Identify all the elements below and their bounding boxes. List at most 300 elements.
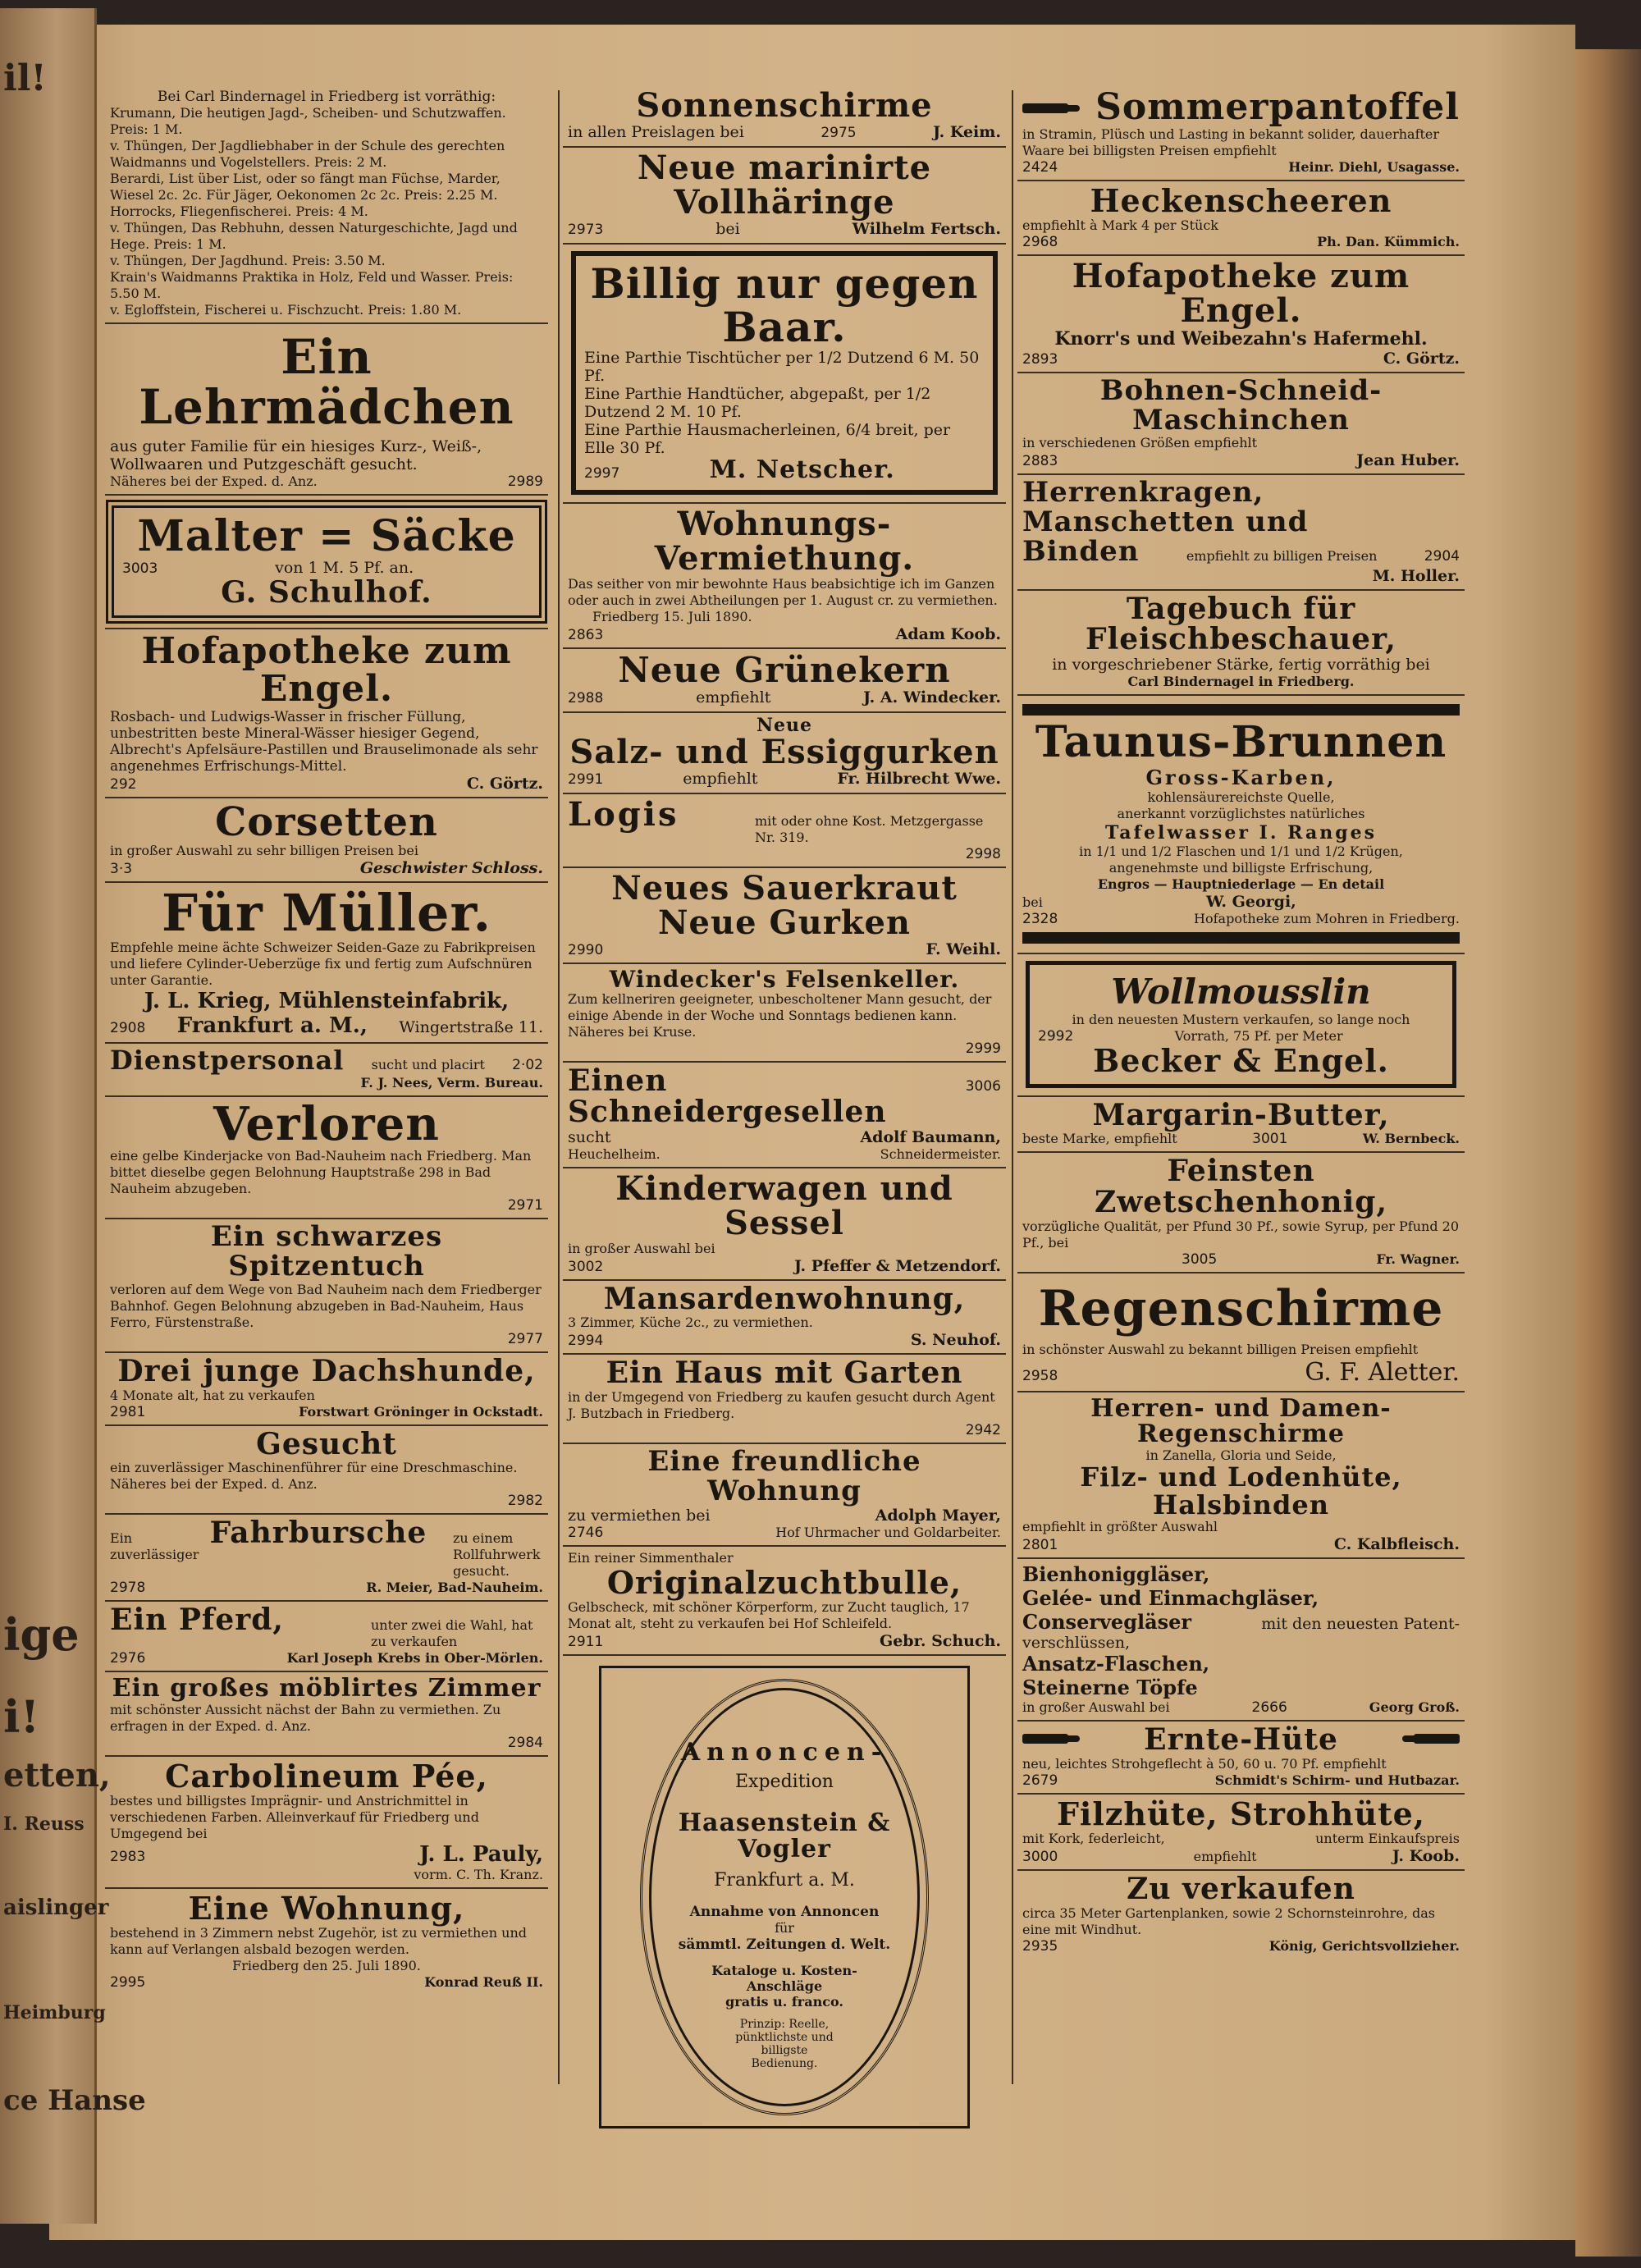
- ad-bulle: [563, 1547, 1006, 1656]
- ad-text: bestehend in 3 Zimmern nebst Zugehör, ist zu vermiethen und kann auf Verlangen alsbald bezogen werden.: [110, 1924, 527, 1957]
- ad-number: 2978: [110, 1580, 146, 1597]
- ad-firm: Geschwister Schloss.: [359, 858, 543, 877]
- ad-title: Sommerpantoffel: [1095, 86, 1460, 128]
- ad-text: Eine Parthie Tischtücher per 1/2 Dutzend 6 M. 50 Pf.: [584, 349, 980, 385]
- ad-title: Logis: [568, 794, 679, 834]
- ad-title: Ernte-Hüte: [1144, 1722, 1338, 1758]
- ad-number: 2958: [1022, 1367, 1058, 1384]
- ad-firm: Carl Bindernagel in Friedberg.: [1127, 674, 1355, 690]
- ad-number: 2893: [1022, 351, 1058, 368]
- ad-kinderwagen: [563, 1168, 1006, 1281]
- ad-damenschirme: [1017, 1392, 1465, 1559]
- ad-firm: Adam Koob.: [895, 624, 1001, 643]
- ad-text: von 1 M. 5 Pf. an.: [275, 559, 414, 578]
- ad-firm: W. Bernbeck.: [1362, 1131, 1460, 1147]
- ad-title: Windecker's Felsenkeller.: [609, 965, 960, 993]
- ad-title: Carbolineum Pée,: [165, 1757, 488, 1795]
- ad-number: 2908: [110, 1020, 146, 1037]
- ad-verloren: [105, 1097, 548, 1220]
- haasenstein-oval: [649, 1688, 920, 2106]
- ad-title: Fahrbursche: [209, 1516, 427, 1551]
- ad-bohnen: [1017, 373, 1465, 475]
- ad-number: 2995: [110, 1973, 146, 1991]
- ad-title: Kinderwagen und Sessel: [615, 1168, 953, 1242]
- ad-firm: F. J. Nees, Verm. Bureau.: [360, 1074, 543, 1091]
- ad-firm: S. Neuhof.: [910, 1331, 1001, 1350]
- ad-hofapotheke: [105, 629, 548, 798]
- fragment-text: Heimburg: [3, 2002, 106, 2023]
- ad-malter: [105, 496, 548, 629]
- fragment-text: etten,: [3, 1756, 111, 1795]
- ad-felsenkeller: [563, 964, 1006, 1063]
- ad-number: 2911: [568, 1633, 604, 1650]
- ad-text: vorzügliche Qualität, per Pfund 30 Pf., sowie Syrup, per Pfund 20 Pf., bei: [1022, 1218, 1460, 1251]
- ad-number: 2989: [507, 473, 543, 490]
- ad-sonnenschirme: [563, 86, 1006, 148]
- ad-title: Ein schwarzes Spitzentuch: [210, 1220, 443, 1283]
- ad-number: 2994: [568, 1333, 604, 1350]
- ad-text: in schönster Auswahl zu bekannt billigen Preisen empfiehlt: [1022, 1341, 1419, 1357]
- ad-text: v. Thüngen, Der Jagdliebhaber in der Schule des gerechten Waidmanns und Vogelstellers. Preis: 2 M.: [110, 138, 505, 170]
- ad-text: sucht und placirt: [371, 1057, 485, 1073]
- ad-hofapotheke2: [1017, 256, 1465, 373]
- ad-mansarde: [563, 1281, 1006, 1356]
- ad-text: verloren auf dem Wege von Bad Nauheim nach dem Friedberger Bahnhof. Gegen Belohnung abzugeben in Bad-Nauheim, Haus Ferro, Fürstenstraße.: [110, 1281, 542, 1330]
- ad-text: in der Umgegend von Friedberg zu kaufen gesucht durch Agent J. Butzbach in Friedberg.: [568, 1389, 995, 1422]
- ad-text: Das seither von mir bewohnte Haus beabsichtige ich im Ganzen oder auch in zwei Abtheilungen per 1. August cr. zu vermiethen.: [568, 575, 998, 608]
- ad-text: Friedberg 15. Juli 1890.: [592, 608, 752, 624]
- ad-number: 2973: [568, 222, 604, 238]
- ad-title: Mansardenwohnung,: [603, 1281, 966, 1316]
- ad-books: [105, 89, 548, 324]
- ad-firm: Wilhelm Fertsch.: [852, 220, 1001, 238]
- ad-tagebuch: [1017, 591, 1465, 697]
- ad-title: Regenschirme: [1038, 1279, 1444, 1337]
- ad-carbolineum: [105, 1757, 548, 1889]
- fragment-text: il!: [3, 57, 47, 99]
- ad-title: Filzhüte, Strohhüte,: [1056, 1795, 1426, 1832]
- ad-text: beste Marke, empfiehlt: [1022, 1131, 1177, 1147]
- ad-number: 3002: [568, 1258, 604, 1275]
- ad-text: Krain's Waidmanns Praktika in Holz, Feld und Wasser. Preis: 5.50 M.: [110, 269, 514, 301]
- ad-number: 3003: [122, 560, 158, 578]
- ad-text: bei: [1022, 894, 1043, 910]
- ad-regenschirme: [1017, 1273, 1465, 1392]
- ad-text: bei: [715, 220, 740, 238]
- ad-corsetten: [105, 798, 548, 883]
- ad-text: empfiehlt zu billigen Preisen: [1186, 547, 1378, 564]
- ad-text: Bei Carl Bindernagel in Friedberg ist vorräthig:: [157, 89, 496, 105]
- ad-number: 2942: [965, 1422, 1001, 1439]
- ad-title: Neue marinirte Vollhäringe: [637, 149, 932, 222]
- ad-verkaufen: [1017, 1871, 1465, 1959]
- ad-title: Wohnungs-Vermiethung.: [654, 504, 915, 578]
- ad-firm: C. Görtz.: [466, 774, 543, 793]
- ad-firm: J. Keim.: [933, 123, 1001, 141]
- ad-firm: M. Netscher.: [709, 455, 895, 484]
- ad-title: Dienstpersonal: [110, 1045, 345, 1077]
- ad-title: Eine freundliche Wohnung: [647, 1445, 921, 1507]
- ad-number: 3001: [1252, 1131, 1288, 1148]
- ad-text: Frankfurt a. M.: [714, 1870, 855, 1891]
- ad-number: 3006: [965, 1078, 1001, 1095]
- ad-number: 2990: [568, 941, 604, 958]
- column-1: [105, 89, 548, 2091]
- ad-number: 2981: [110, 1403, 146, 1420]
- ad-mueller: [105, 883, 548, 1044]
- ad-title: Für Müller.: [161, 882, 492, 943]
- ad-text: ein zuverlässiger Maschinenführer für eine Dreschmaschine. Näheres bei der Exped. d. Anz.: [110, 1460, 518, 1493]
- ad-number: 2904: [1424, 547, 1460, 565]
- ad-text: Eine Parthie Handtücher, abgepaßt, per 1/2 Dutzend 2 M. 10 Pf.: [584, 385, 931, 421]
- ad-title: Billig nur gegen Baar.: [590, 259, 979, 351]
- ad-title: Tagebuch für Fleischbeschauer,: [1086, 591, 1396, 657]
- pointing-hand-icon: [1022, 98, 1080, 119]
- ad-text: Knorr's und Weibezahn's Hafermehl.: [1054, 328, 1428, 350]
- ad-title: Herrenkragen, Manschetten und: [1022, 476, 1309, 539]
- ad-text: sämmtl. Zeitungen d. Welt.: [678, 1936, 891, 1954]
- ad-text: billigste: [761, 2044, 808, 2058]
- ad-text: Hof Uhrmacher und Goldarbeiter.: [775, 1524, 1001, 1540]
- ad-filzhuete: [1017, 1795, 1465, 1871]
- ad-title: Binden: [1022, 534, 1140, 568]
- ad-number: 3·3: [110, 860, 133, 877]
- ad-text: Tafelwasser I. Ranges: [1105, 821, 1377, 844]
- ad-text: Gelée- und Einmachgläser,: [1022, 1586, 1319, 1611]
- ad-title: Ein Lehrmädchen: [139, 329, 514, 435]
- ad-essiggurken: [563, 713, 1006, 794]
- ad-text: Bedienung.: [751, 2057, 818, 2071]
- ad-firm: F. Weihl.: [926, 940, 1001, 958]
- ad-text: Eine Parthie Hausmacherleinen, 6/4 breit, per Elle 30 Pf.: [584, 421, 951, 457]
- ad-number: 2935: [1022, 1937, 1058, 1955]
- ad-title: Ein Pferd,: [110, 1603, 284, 1638]
- ad-heckenscheeren: [1017, 181, 1465, 256]
- ad-firm: G. F. Aletter.: [1305, 1357, 1460, 1387]
- ad-text: für: [775, 1920, 794, 1936]
- ad-text: Rosbach- und Ludwigs-Wasser in frischer Füllung, unbestritten beste Mineral-Wässer hiesiger Gegend, Albrecht's Apfelsäure-Pastillen und Brauselimonade als sehr angenehmes Erfrischungs-Mittel.: [110, 708, 538, 775]
- ad-number: 2971: [507, 1197, 543, 1214]
- ad-title: Neues Sauerkraut: [611, 868, 958, 908]
- ad-text: Vorrath, 75 Pf. per Meter: [1174, 1027, 1343, 1044]
- ad-herrenkragen: [1017, 475, 1465, 590]
- ad-freundliche: [563, 1444, 1006, 1546]
- ad-firm: J. Koob.: [1392, 1846, 1460, 1865]
- ad-firm: M. Holler.: [1372, 566, 1460, 585]
- ad-firm: Georg Groß.: [1369, 1699, 1460, 1716]
- ad-firm: J. L. Pauly,: [419, 1841, 543, 1867]
- ad-taunus: [1017, 696, 1465, 954]
- ad-text: gratis u. franco.: [725, 1994, 843, 2010]
- ad-title: Gesucht: [256, 1426, 397, 1461]
- ad-firm: C. Kalbfleisch.: [1333, 1535, 1460, 1554]
- ad-title: Bohnen-Schneid-Maschinchen: [1099, 374, 1383, 437]
- ad-number: 2801: [1022, 1537, 1058, 1554]
- ad-title: Hofapotheke zum Engel.: [1072, 257, 1410, 331]
- ad-firm: Becker & Engel.: [1093, 1041, 1389, 1079]
- fragment-text: ige: [3, 1608, 80, 1661]
- ad-text: circa 35 Meter Gartenplanken, sowie 2 Schornsteinrohre, das eine mit Windhut.: [1022, 1904, 1435, 1937]
- ad-number: 2424: [1022, 159, 1058, 176]
- rule-bar: [1022, 932, 1460, 944]
- pointing-hand-icon: [1402, 1728, 1460, 1749]
- fragment-text: ce Hanse: [3, 2084, 146, 2117]
- ad-title: Drei junge Dachshunde,: [117, 1353, 536, 1388]
- ad-text: Bienhoniggläser,: [1022, 1562, 1210, 1587]
- ad-number: 2883: [1022, 453, 1058, 470]
- ad-number: 3005: [1182, 1251, 1218, 1268]
- ad-firm: Frankfurt a. M.,: [176, 1013, 368, 1039]
- ad-wollmousslin: [1017, 954, 1465, 1097]
- ad-title: Hofapotheke zum Engel.: [141, 630, 512, 711]
- ad-text: empfiehlt: [683, 769, 758, 788]
- ad-glaeser: [1017, 1559, 1465, 1722]
- ad-title: Malter = Säcke: [137, 510, 516, 561]
- ad-text: verschlüssen,: [1022, 1634, 1131, 1653]
- ad-title: Neue Gurken: [657, 903, 912, 942]
- ad-firm: Forstwart Gröninger in Ockstadt.: [299, 1403, 543, 1420]
- ad-number: 2992: [1038, 1027, 1074, 1045]
- ad-sauerkraut: [563, 868, 1006, 964]
- ad-title: Haasenstein & Vogler: [678, 1808, 891, 1863]
- ad-haus: [563, 1355, 1006, 1444]
- ad-title: Margarin-Butter,: [1092, 1097, 1390, 1132]
- ad-text: v. Thüngen, Das Rebhuhn, dessen Naturgeschichte, Jagd und Hege. Preis: 1 M.: [110, 220, 518, 252]
- fragment-text: i!: [3, 1690, 40, 1743]
- ad-pantoffel: [1017, 86, 1465, 181]
- ad-firm: Adolph Mayer,: [875, 1506, 1001, 1525]
- column-rule: [558, 90, 560, 2084]
- ad-firm: Gebr. Schuch.: [879, 1631, 1001, 1650]
- ad-firm: König, Gerichtsvollzieher.: [1268, 1937, 1460, 1954]
- ad-text: Neue: [756, 714, 813, 736]
- ad-gruenkern: [563, 649, 1006, 713]
- fragment-text: I. Reuss: [3, 1813, 85, 1835]
- ad-title: Eine Wohnung,: [188, 1889, 465, 1927]
- ad-fahrbursche: [105, 1515, 548, 1602]
- ad-text: Friedberg den 25. Juli 1890.: [232, 1957, 421, 1973]
- ad-text: mit schönster Aussicht nächst der Bahn zu vermiethen. Zu erfragen in der Exped. d. Anz.: [110, 1701, 501, 1734]
- ad-text: empfiehlt: [1193, 1848, 1257, 1864]
- ad-text: in Zanella, Gloria und Seide,: [1145, 1447, 1337, 1463]
- ad-text: empfiehlt in größter Auswahl: [1022, 1519, 1218, 1535]
- ad-text: Näheres bei der Exped. d. Anz.: [110, 473, 318, 489]
- ad-text: Ansatz-Flaschen,: [1022, 1652, 1210, 1676]
- ad-text: eine gelbe Kinderjacke von Bad-Nauheim nach Friedberg. Man bittet dieselbe gegen Belohnung Hauptstraße 298 in Bad Nauheim abzugeben.: [110, 1148, 532, 1197]
- column-2: [563, 86, 1006, 2091]
- ad-text: in 1/1 und 1/2 Flaschen und 1/1 und 1/2 Krügen,: [1079, 843, 1403, 859]
- ad-text: in großer Auswahl bei: [1022, 1699, 1170, 1716]
- rule-bar: [1022, 704, 1460, 716]
- ad-haeringe: [563, 148, 1006, 245]
- column-rule: [1012, 90, 1013, 2084]
- ad-gesucht: [105, 1426, 548, 1516]
- ad-lehrmaedchen: [105, 324, 548, 496]
- ad-title: Zu verkaufen: [1127, 1871, 1355, 1906]
- ad-firm: Fr. Wagner.: [1376, 1251, 1460, 1267]
- ad-number: 2679: [1022, 1772, 1058, 1789]
- column-3: [1017, 86, 1465, 2091]
- ad-text: Conservegläser: [1022, 1610, 1192, 1635]
- ad-wohnung: [105, 1889, 548, 1995]
- ad-number: 2991: [568, 770, 604, 788]
- ad-title: Ein Haus mit Garten: [606, 1356, 963, 1391]
- ad-number: 2999: [965, 1040, 1001, 1058]
- ad-dienstpersonal: [105, 1044, 548, 1097]
- ad-firm: Schmidt's Schirm- und Hutbazar.: [1214, 1772, 1460, 1788]
- ad-text: kohlensäurereichste Quelle,: [1147, 789, 1335, 805]
- ad-text: Ein zuverlässiger: [110, 1530, 199, 1563]
- ad-text: in vorgeschriebener Stärke, fertig vorräthig bei: [1052, 656, 1430, 674]
- ad-text: Anschläge: [746, 1978, 823, 1995]
- ad-text: Berardi, List über List, oder so fängt man Füchse, Marder, Wiesel 2c. 2c. Für Jäger, Oekonomen 2c 2c. Preis: 2.25 M.: [110, 171, 501, 203]
- ad-number: 2976: [110, 1650, 146, 1667]
- ad-number: 2328: [1022, 910, 1058, 927]
- ad-text: Gelbscheck, mit schöner Körperform, zur Zucht tauglich, 17 Monat alt, steht zu verkaufen bei Hof Schleifeld.: [568, 1598, 970, 1631]
- ad-title: Herren- und Damen-Regenschirme: [1090, 1393, 1392, 1449]
- ad-erntehuete: [1017, 1722, 1465, 1795]
- ad-number: 2982: [507, 1493, 543, 1510]
- ad-text: unterm Einkaufspreis: [1315, 1830, 1460, 1846]
- ad-title: Taunus-Brunnen: [1035, 717, 1447, 768]
- ad-text: Steinerne Töpfe: [1022, 1676, 1198, 1700]
- ad-number: 2975: [820, 125, 857, 141]
- ad-text: Kataloge u. Kosten-: [711, 1963, 857, 1979]
- ad-number: 2983: [110, 1848, 146, 1865]
- ad-firm: C. Görtz.: [1383, 350, 1460, 368]
- ad-zwetschen: [1017, 1153, 1465, 1273]
- pointing-hand-icon: [1022, 1728, 1080, 1749]
- ad-text: neu, leichtes Strohgeflecht à 50, 60 u. 70 Pf. empfiehlt: [1022, 1755, 1387, 1772]
- ad-number: 2997: [584, 465, 620, 482]
- ad-text: in Stramin, Plüsch und Lasting in bekannt solider, dauerhafter Waare bei billigsten Preisen empfiehlt: [1022, 126, 1440, 159]
- ad-firm: R. Meier, Bad-Nauheim.: [366, 1580, 543, 1596]
- ad-title: Originalzuchtbulle,: [606, 1563, 962, 1601]
- ad-text: v. Thüngen, Der Jagdhund. Preis: 3.50 M.: [110, 253, 386, 268]
- ad-text: mit oder ohne Kost. Metzgergasse Nr. 319.: [755, 812, 984, 845]
- ad-firm: Jean Huber.: [1356, 451, 1460, 470]
- ad-dachshunde: [105, 1353, 548, 1426]
- ad-title: Corsetten: [215, 798, 438, 845]
- ad-text: sucht: [568, 1127, 611, 1146]
- ad-text: unter zwei die Wahl, hat zu verkaufen: [371, 1617, 533, 1650]
- ad-text: Annahme von Annoncen: [689, 1904, 880, 1921]
- ad-text: 3 Zimmer, Küche 2c., zu vermiethen.: [568, 1315, 813, 1331]
- ad-title: Sonnenschirme: [636, 86, 933, 125]
- ad-title: Heckenscheeren: [1090, 182, 1392, 220]
- ad-text: Prinzip: Reelle,: [739, 2018, 830, 2032]
- ad-number: 3000: [1022, 1848, 1058, 1865]
- ad-vermiethung: [563, 504, 1006, 649]
- ad-firm: J. Pfeffer & Metzendorf.: [793, 1256, 1001, 1275]
- ad-number: 2988: [568, 689, 604, 706]
- ad-pferd: [105, 1602, 548, 1672]
- ad-text: mit den neuesten Patent-: [1261, 1615, 1460, 1634]
- ad-title: Ein großes möblirtes Zimmer: [112, 1674, 542, 1703]
- ad-text: Empfehle meine ächte Schweizer Seiden-Gaze zu Fabrikpreisen und liefere Cylinder-Ueberzüge fix und fertig zum Aufschnüren unter Garantie.: [110, 940, 536, 989]
- ad-firm: Ph. Dan. Kümmich.: [1317, 234, 1460, 250]
- ad-firm: Fr. Hilbrecht Wwe.: [837, 769, 1001, 788]
- ad-firm: Adolf Baumann,: [860, 1127, 1001, 1146]
- ad-title: Wollmousslin: [1111, 971, 1371, 1012]
- ad-number: 2746: [568, 1524, 604, 1541]
- ad-firm: W. Georgi,: [1206, 892, 1296, 911]
- ad-spitzentuch: [105, 1219, 548, 1352]
- ad-number: 2977: [507, 1330, 543, 1347]
- ad-number: 2863: [568, 626, 604, 643]
- ad-number: 2984: [507, 1734, 543, 1751]
- ad-text: Horrocks, Fliegenfischerei. Preis: 4 M.: [110, 203, 368, 219]
- ad-text: zu einem Rollfuhrwerk gesucht.: [452, 1530, 541, 1580]
- ad-number: 2666: [1251, 1699, 1287, 1717]
- ad-margarin: [1017, 1097, 1465, 1154]
- ad-text: Heuchelheim.: [568, 1145, 661, 1162]
- ad-text: in verschiedenen Größen empfiehlt: [1022, 435, 1258, 451]
- ad-text: in großer Auswahl zu sehr billigen Preisen bei: [110, 842, 418, 858]
- ad-title: Salz- und Essiggurken: [569, 732, 999, 771]
- ad-text: in allen Preislagen bei: [568, 123, 744, 141]
- ad-firm: J. L. Krieg, Mühlensteinfabrik,: [144, 989, 510, 1014]
- ad-logis: [563, 794, 1006, 868]
- ad-text: aus guter Familie für ein hiesiges Kurz-, Weiß-, Wollwaaren und Putzgeschäft gesucht.: [110, 437, 482, 473]
- ad-firm: G. Schulhof.: [221, 575, 432, 610]
- ad-haasenstein: [563, 1656, 1006, 2139]
- ad-text: zu vermiethen bei: [568, 1506, 711, 1525]
- ad-title: Neue Grünekern: [618, 649, 951, 690]
- ad-text: Hofapotheke zum Mohren in Friedberg.: [1194, 910, 1460, 926]
- ad-text: Zum kellneriren geeigneter, unbescholtener Mann gesucht, der einige Abende in der Woche und Sonntags bedienen kann. Näheres bei Kruse.: [568, 991, 992, 1040]
- ad-schneider: [563, 1063, 1006, 1168]
- ad-text: Annoncen-: [680, 1737, 889, 1767]
- ad-zimmer: [105, 1672, 548, 1757]
- ad-text: Ein reiner Simmenthaler: [568, 1549, 734, 1566]
- ad-text: vorm. C. Th. Kranz.: [414, 1866, 543, 1882]
- ad-text: in großer Auswahl bei: [568, 1240, 715, 1256]
- ad-number: 292: [110, 775, 137, 793]
- ad-billig: [563, 245, 1006, 504]
- ad-text: anerkannt vorzüglichstes natürliches: [1117, 805, 1365, 821]
- ad-text: pünktlichste und: [735, 2031, 834, 2045]
- ad-text: in den neuesten Mustern verkaufen, so lange noch: [1072, 1011, 1410, 1027]
- ad-text: Engros — Hauptniederlage — En detail: [1097, 876, 1385, 892]
- ad-title: Feinsten Zwetschenhonig,: [1095, 1154, 1387, 1220]
- ad-title: Filz- und Lodenhüte, Halsbinden: [1080, 1461, 1402, 1520]
- ad-text: empfiehlt à Mark 4 per Stück: [1022, 217, 1218, 234]
- ad-text: Wingertstraße 11.: [399, 1018, 543, 1037]
- ad-text: angenehmste und billigste Erfrischung,: [1108, 859, 1374, 876]
- ad-text: Krumann, Die heutigen Jagd-, Scheiben- und Schutzwaffen. Preis: 1 M.: [110, 105, 506, 137]
- ad-title: Einen Schneidergesellen: [568, 1063, 887, 1129]
- ad-text: Gross-Karben,: [1145, 765, 1337, 789]
- ad-text: bestes und billigstes Imprägnir- und Anstrichmittel in verschiedenen Farben. Alleinverkauf für Friedberg und Umgegend bei: [110, 1792, 479, 1841]
- ad-firm: Karl Joseph Krebs in Ober-Mörlen.: [286, 1650, 543, 1667]
- ad-title: Verloren: [213, 1096, 440, 1151]
- fragment-text: aislinger: [3, 1895, 109, 1920]
- ad-number: 2998: [965, 845, 1001, 862]
- ad-text: empfiehlt: [696, 688, 771, 706]
- ad-firm: Heinr. Diehl, Usagasse.: [1288, 159, 1460, 176]
- ad-text: Schneidermeister.: [880, 1145, 1001, 1162]
- ad-number: 2968: [1022, 234, 1058, 251]
- ad-text: v. Egloffstein, Fischerei u. Fischzucht. Preis: 1.80 M.: [110, 302, 462, 318]
- ad-text: Expedition: [735, 1772, 834, 1793]
- ad-text: 4 Monate alt, hat zu verkaufen: [110, 1387, 315, 1403]
- ad-firm: J. A. Windecker.: [863, 688, 1001, 706]
- ad-firm: Konrad Reuß II.: [424, 1973, 543, 1990]
- page-edge: [1575, 49, 1641, 2257]
- ad-number: 2·02: [512, 1057, 543, 1074]
- ad-text: mit Kork, federleicht,: [1022, 1830, 1165, 1846]
